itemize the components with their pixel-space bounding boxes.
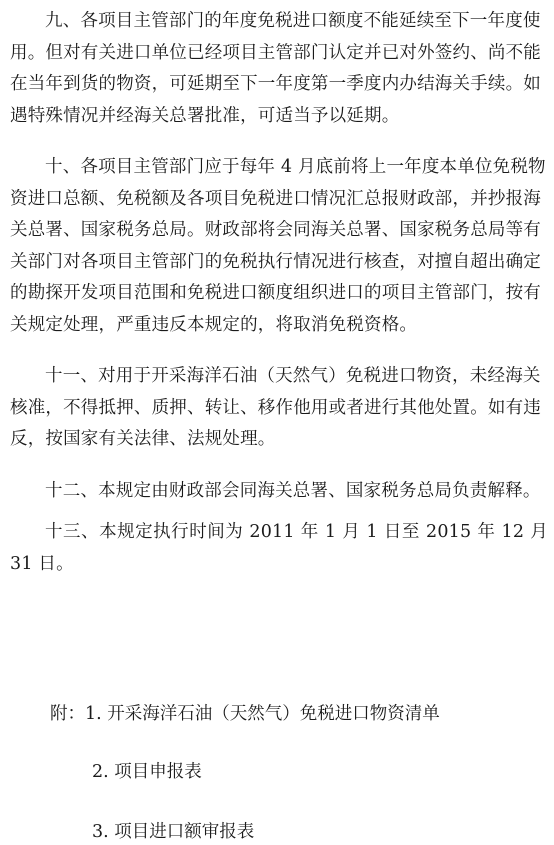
text-line: 资进口总额、免税额及各项目免税进口情况汇总报财政部，并抄报海 <box>10 188 541 209</box>
attachment-item-3: 3. 项目进口额审报表 <box>92 822 255 842</box>
text-line: 的勘探开发项目范围和免税进口额度组织进口的项目主管部门，按有 <box>10 283 541 303</box>
text-line: 十一、对用于开采海洋石油（天然气）免税进口物资，未经海关 <box>45 366 541 386</box>
article-11 <box>10 361 548 456</box>
article-9 <box>10 6 548 132</box>
text-line: 关部门对各项目主管部门的免税执行情况进行核查，对擅自超出确定 <box>10 251 541 272</box>
article-10 <box>10 152 548 341</box>
article-12 <box>10 476 548 508</box>
attachment-item-2: 2. 项目申报表 <box>92 762 202 782</box>
text-line: 反，按国家有关法律、法规处理。 <box>10 429 276 449</box>
attachment-item-1: 附：1. 开采海洋石油（天然气）免税进口物资清单 <box>50 704 440 724</box>
text-line: 用。但对有关进口单位已经项目主管部门认定并已对外签约、尚不能 <box>10 42 541 63</box>
text-line: 十三、本规定执行时间为 2011 年 1 月 1 日至 2015 年 12 月 31 日。 <box>10 522 548 574</box>
text-line: 关规定处理，严重违反本规定的，将取消免税资格。 <box>10 314 418 335</box>
text-line: 九、各项目主管部门的年度免税进口额度不能延续至下一年度使 <box>45 11 541 31</box>
text-line: 十二、本规定由财政部会同海关总署、国家税务总局负责解释。 <box>45 480 541 501</box>
text-line: 关总署、国家税务总局。财政部将会同海关总署、国家税务总局等有 <box>10 220 541 240</box>
article-13 <box>10 517 548 580</box>
text-line: 遇特殊情况并经海关总署批准，可适当予以延期。 <box>10 105 400 126</box>
text-line: 在当年到货的物资，可延期至下一年度第一季度内办结海关手续。如 <box>10 74 541 94</box>
text-line: 十、各项目主管部门应于每年 4 月底前将上一年度本单位免税物 <box>45 157 546 177</box>
text-line: 核准，不得抵押、质押、转让、移作他用或者进行其他处置。如有违 <box>10 397 541 418</box>
